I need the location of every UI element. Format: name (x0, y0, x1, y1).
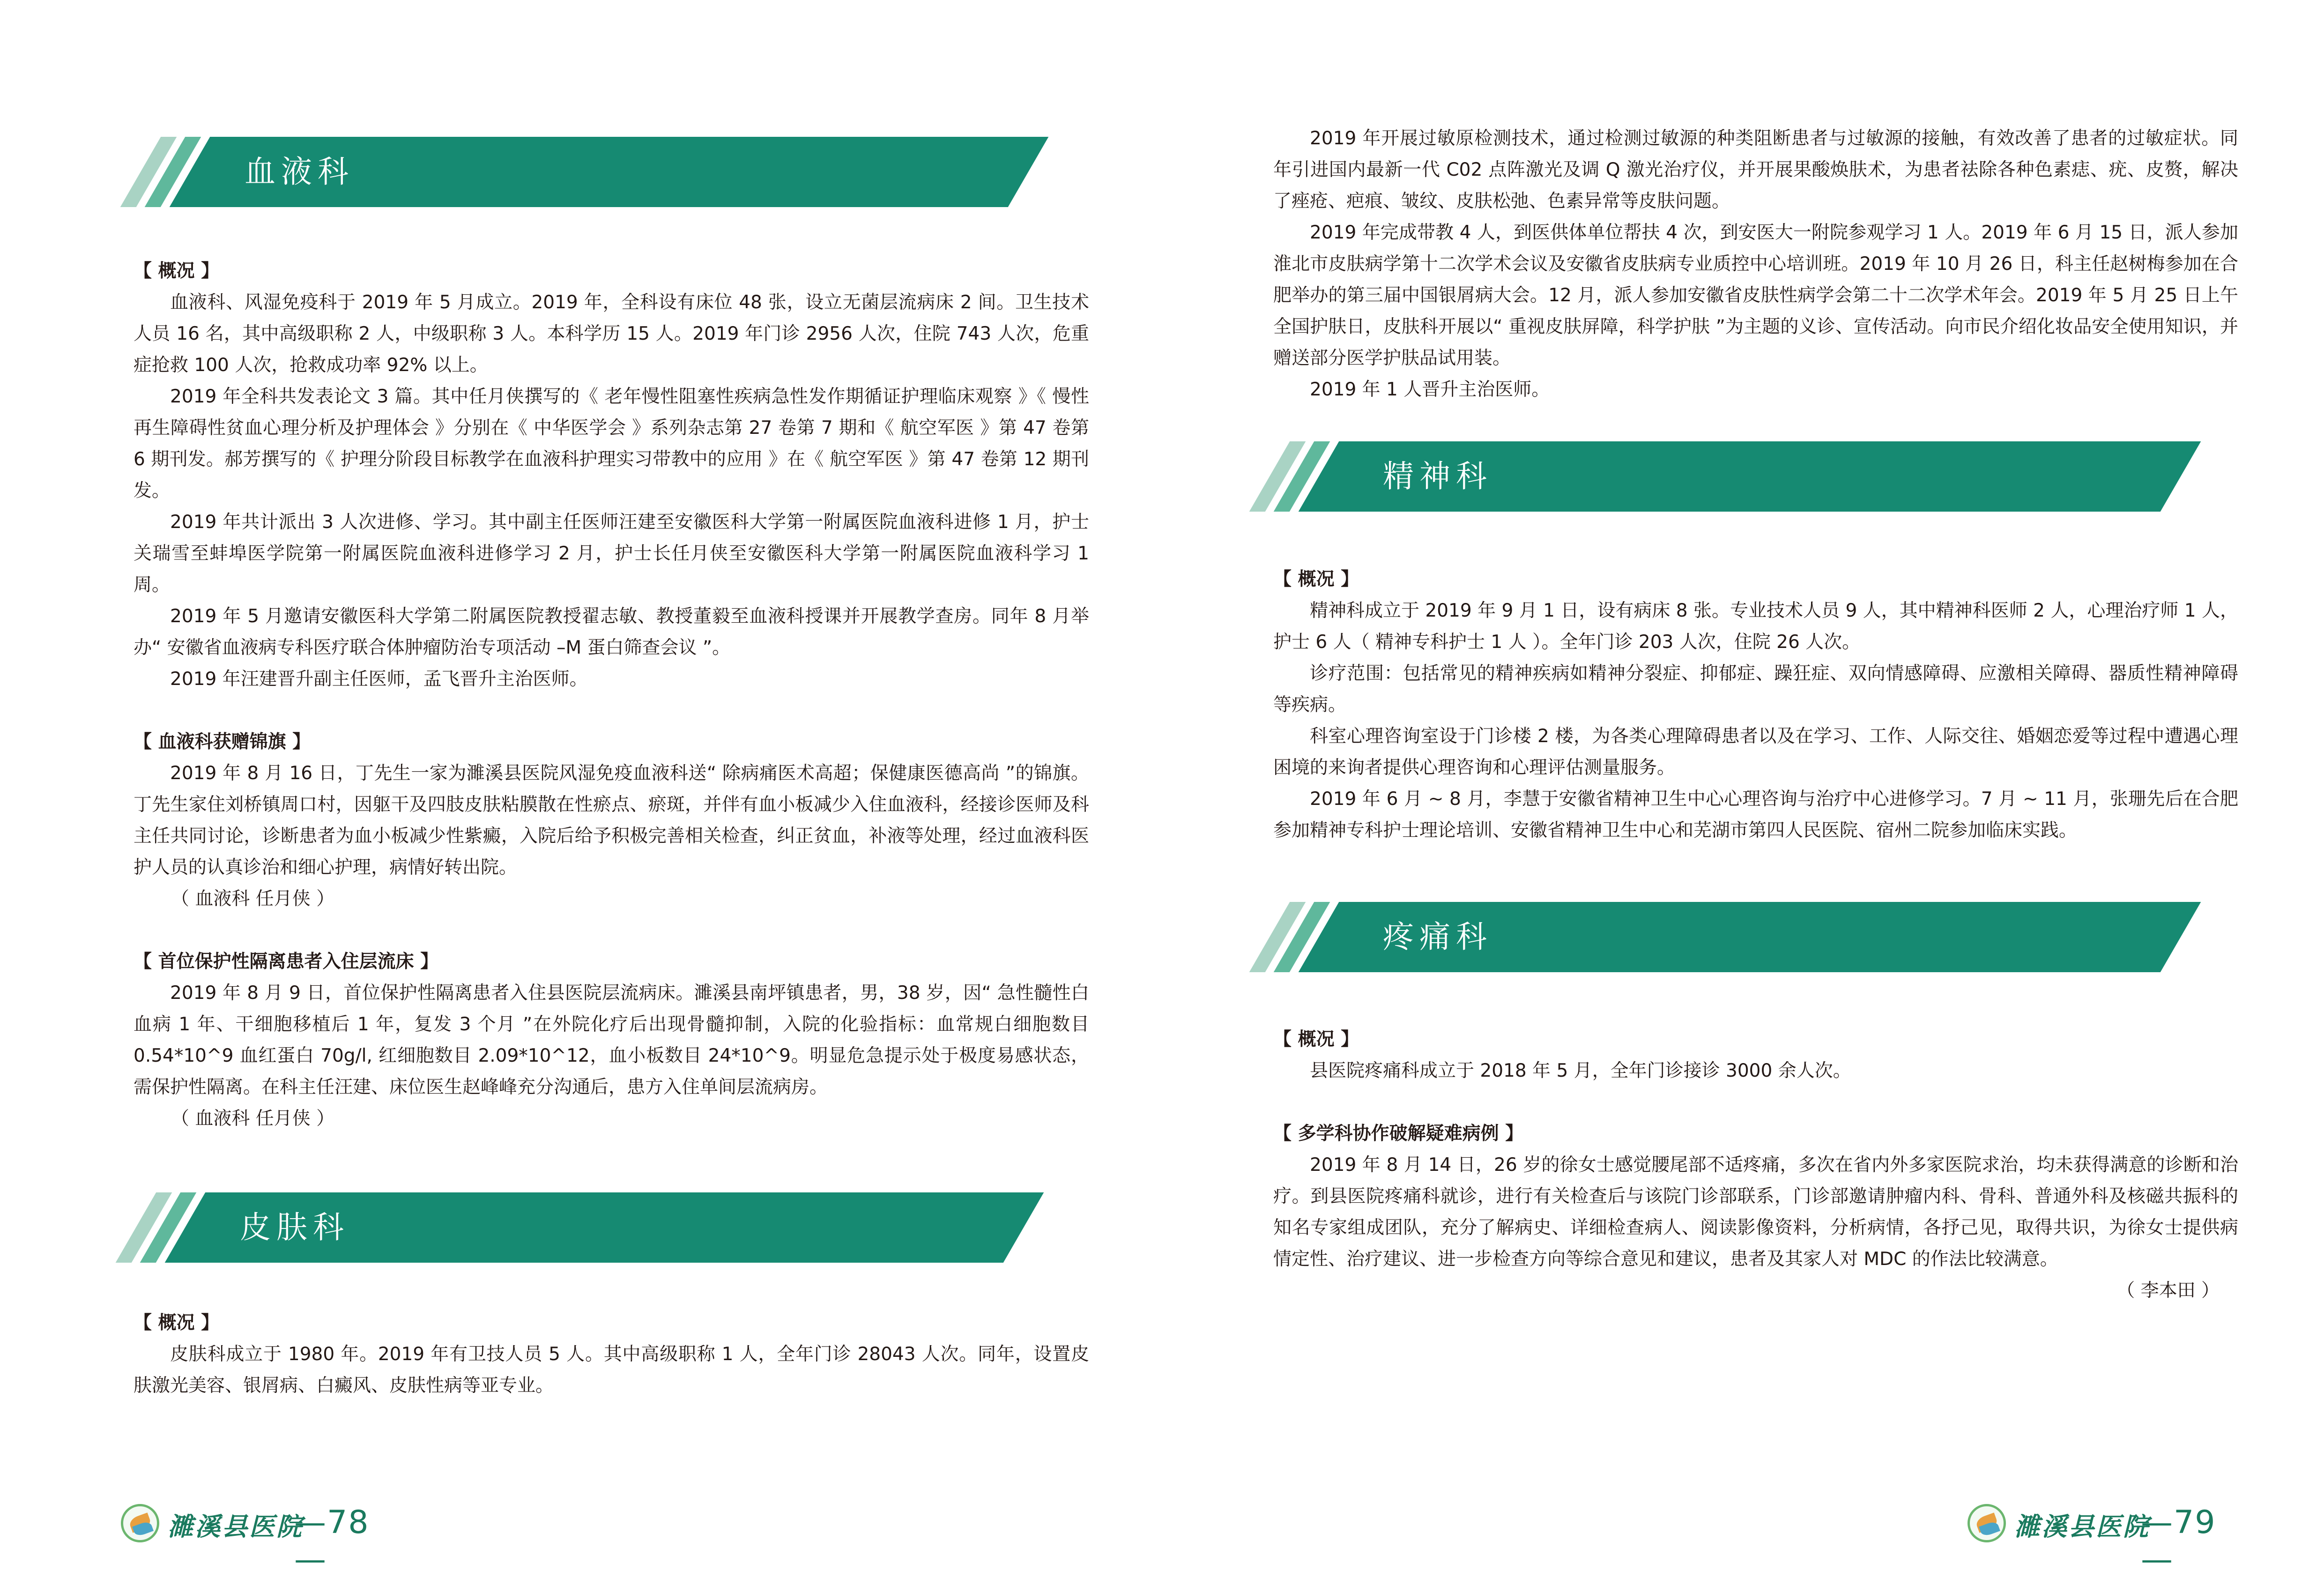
paragraph: 2019 年 1 人晋升主治医师。 (1310, 379, 1550, 400)
subsection-heading: 【 概况 】 (134, 1312, 220, 1333)
paragraph: 皮肤科成立于 1980 年。2019 年有卫技人员 5 人。其中高级职称 1 人，全年门诊 28043 人次。同年，设置皮肤激光美容、银屑病、白癜风、皮肤性病等亚专业。 (134, 1344, 1089, 1396)
page-footer (121, 1504, 402, 1578)
hospital-name: 濉溪县医院 (2014, 1511, 2150, 1541)
paragraph: 科室心理咨询室设于门诊楼 2 楼，为各类心理障碍患者以及在学习、工作、人际交往、婚姻恋爱等过程中遭遇心理困境的来询者提供心理咨询和心理评估测量服务。 (1273, 726, 2238, 778)
hospital-name: 濉溪县医院 (168, 1511, 304, 1541)
hematology-content (134, 255, 1089, 1134)
subsection-heading: 【 概况 】 (134, 261, 220, 282)
subsection-heading: 【 概况 】 (1273, 1029, 1359, 1050)
section-title: 疼痛科 (1383, 919, 1492, 955)
section-banner-dermatology (117, 1192, 1031, 1263)
author-signature: （ 血液科 任月侠 ） (171, 888, 335, 909)
paragraph: 2019 年 8 月 14 日，26 岁的徐女士感觉腰尾部不适疼痛，多次在省内外多家医院求治，均未获得满意的诊断和治疗。到县医院疼痛科就诊，进行有关检查后与该院门诊部联系，门诊部邀请肿瘤内科、骨科、普通外科及核磁共振科的知名专家组成团队，充分了解病史、详细检查病人、阅读影像资料，分析病情，各抒己见，取得共识，为徐女士提供病情定性、治疗建议、进一步检查方向等综合意见和建议，患者及其家人对 MDC 的作法比较满意。 (1273, 1154, 2238, 1270)
section-title: 皮肤科 (240, 1209, 349, 1245)
page-78 (0, 0, 1162, 1577)
paragraph: 2019 年 5 月邀请安徽医科大学第二附属医院教授翟志敏、教授董毅至血液科授课并开展教学查房。同年 8 月举办“ 安徽省血液病专科医疗联合体肿瘤防治专项活动 –M 蛋白筛查会议 ”。 (134, 606, 1089, 658)
paragraph: 2019 年汪建晋升副主任医师，孟飞晋升主治医师。 (170, 669, 588, 690)
author-signature: （ 李本田 ） (2116, 1280, 2220, 1301)
author-signature: （ 血液科 任月侠 ） (171, 1108, 335, 1129)
paragraph: 血液科、风湿免疫科于 2019 年 5 月成立。2019 年，全科设有床位 48 张，设立无菌层流病床 2 间。卫生技术人员 16 名，其中高级职称 2 人，中级职称 3 人。本科学历 15 人。2019 年门诊 2956 人次，住院 743 人次，危重症抢救 100 人次，抢救成功率 92% 以上。 (134, 292, 1089, 376)
paragraph: 2019 年 6 月 ~ 8 月，李慧于安徽省精神卫生中心心理咨询与治疗中心进修学习。7 月 ~ 11 月，张珊先后在合肥参加精神专科护士理论培训、安徽省精神卫生中心和芜湖市第四人民医院、宿州二院参加临床实践。 (1273, 789, 2238, 841)
paragraph: 2019 年 8 月 9 日，首位保护性隔离患者入住县医院层流病床。濉溪县南坪镇患者，男，38 岁，因“ 急性髓性白血病 1 年、干细胞移植后 1 年，复发 3 个月 ”在外院化疗后出现骨髓抑制，入院的化验指标：血常规白细胞数目 0.54*10^9 血红蛋白 70g/l, 红细胞数目 2.09*10^12，血小板数目 24*10^9。明显危急提示处于极度易感状态，需保护性隔离。在科主任汪建、床位医生赵峰峰充分沟通后，患方入住单间层流病房。 (134, 983, 1089, 1098)
paragraph: 精神科成立于 2019 年 9 月 1 日，设有病床 8 张。专业技术人员 9 人，其中精神科医师 2 人，心理治疗师 1 人，护士 6 人（ 精神专科护士 1 人 ）。全年门诊 203 人次，住院 26 人次。 (1273, 600, 2238, 653)
pain-content (1273, 1024, 2238, 1306)
section-title: 精神科 (1383, 458, 1492, 494)
subsection-heading: 【 首位保护性隔离患者入住层流床 】 (134, 951, 439, 972)
hospital-logo-icon (121, 1504, 159, 1542)
dermatology-continued (1273, 123, 2238, 405)
dermatology-content (134, 1307, 1089, 1401)
subsection-heading: 【 概况 】 (1273, 569, 1359, 590)
subsection-heading: 【 多学科协作破解疑难病例 】 (1273, 1123, 1524, 1144)
page-footer (1968, 1504, 2249, 1578)
section-banner-psychiatry (1251, 441, 2188, 512)
paragraph: 2019 年全科共发表论文 3 篇。其中任月侠撰写的《 老年慢性阻塞性疾病急性发作期循证护理临床观察 》《 慢性再生障碍性贫血心理分析及护理体会 》分别在《 中华医学会 》系列杂志第 27 卷第 7 期和《 航空军医 》第 47 卷第 6 期刊发。郝芳撰写的《 护理分阶段目标教学在血液科护理实习带教中的应用 》在《 航空军医 》第 47 卷第 12 期刊发。 (134, 386, 1089, 501)
page-number: —78— (294, 1504, 370, 1578)
paragraph: 2019 年共计派出 3 人次进修、学习。其中副主任医师汪建至安徽医科大学第一附属医院血液科进修 1 月，护士关瑞雪至蚌埠医学院第一附属医院血液科进修学习 2 月，护士长任月侠至安徽医科大学第一附属医院血液科学习 1 周。 (134, 512, 1089, 595)
paragraph: 2019 年 8 月 16 日，丁先生一家为濉溪县医院风湿免疫血液科送“ 除病痛医术高超；保健康医德高尚 ”的锦旗。丁先生家住刘桥镇周口村，因躯干及四肢皮肤粘膜散在性瘀点、瘀斑，并伴有血小板减少入住血液科，经接诊医师及科主任共同讨论，诊断患者为血小板减少性紫癜，入院后给予积极完善相关检查，纠正贫血，补液等处理，经过血液科医护人员的认真诊治和细心护理，病情好转出院。 (134, 763, 1089, 878)
paragraph: 2019 年开展过敏原检测技术，通过检测过敏源的种类阻断患者与过敏源的接触，有效改善了患者的过敏症状。同年引进国内最新一代 C02 点阵激光及调 Q 激光治疗仪，并开展果酸焕肤术，为患者祛除各种色素痣、疣、皮赘，解决了痤疮、疤痕、皱纹、皮肤松弛、色素异常等皮肤问题。 (1273, 128, 2238, 212)
subsection-heading: 【 血液科获赠锦旗 】 (134, 731, 311, 752)
paragraph: 诊疗范围：包括常见的精神疾病如精神分裂症、抑郁症、躁狂症、双向情感障碍、应激相关障碍、器质性精神障碍等疾病。 (1273, 663, 2238, 715)
section-banner-pain (1251, 902, 2188, 972)
paragraph: 县医院疼痛科成立于 2018 年 5 月，全年门诊接诊 3000 余人次。 (1310, 1060, 1851, 1081)
hospital-logo-icon (1968, 1504, 2006, 1542)
page-number: —79— (2141, 1504, 2216, 1578)
paragraph: 2019 年完成带教 4 人，到医供体单位帮扶 4 次，到安医大一附院参观学习 1 人。2019 年 6 月 15 日，派人参加淮北市皮肤病学第十二次学术会议及安徽省皮肤病专业质控中心培训班。2019 年 10 月 26 日，科主任赵树梅参加在合肥举办的第三届中国银屑病大会。12 月，派人参加安徽省皮肤性病学会第二十二次学术年会。2019 年 5 月 25 日上午全国护肤日，皮肤科开展以“ 重视皮肤屏障，科学护肤 ”为主题的义诊、宣传活动。向市民介绍化妆品安全使用知识，并赠送部分医学护肤品试用装。 (1273, 222, 2238, 369)
page-79 (1162, 0, 2324, 1577)
section-banner-hematology (122, 137, 1035, 207)
section-title: 血液科 (245, 154, 354, 190)
psychiatry-content (1273, 564, 2238, 846)
